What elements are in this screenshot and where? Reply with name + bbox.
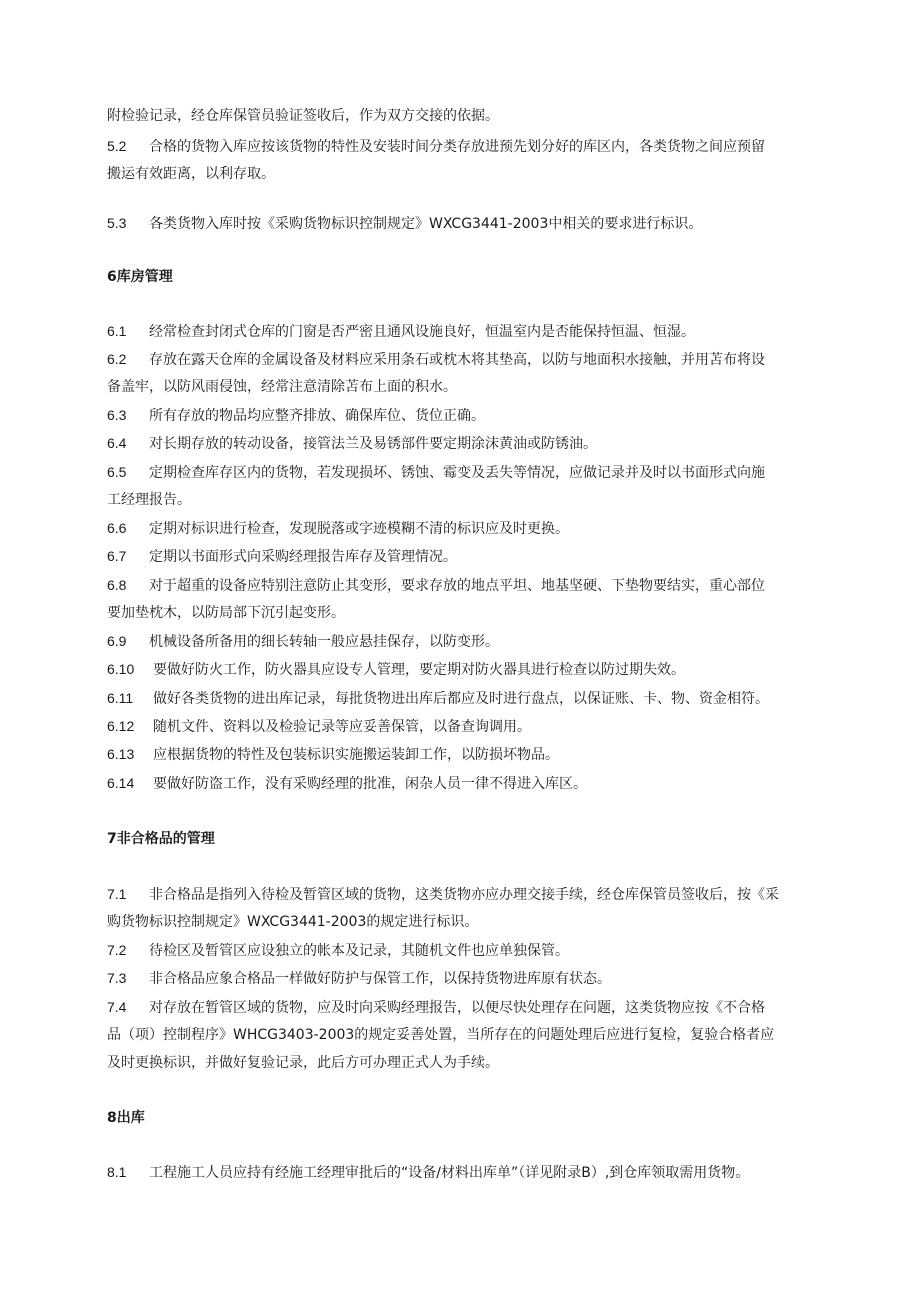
clause-number: 8.1	[107, 1164, 127, 1180]
clause-number: 6.12	[107, 718, 135, 734]
line-text: 待检区及暂管区应设独立的帐本及记录，其随机文件也应单独保管。	[149, 943, 569, 959]
clause-6-11	[107, 688, 847, 709]
clause-number: 7.2	[107, 942, 127, 958]
clause-number: 6.14	[107, 775, 135, 791]
paragraph-line	[107, 1025, 847, 1045]
clause-6-4	[107, 433, 847, 454]
line-text: 随机文件、资料以及检验记录等应妥善保管，以备查询调用。	[153, 719, 531, 735]
line-text: 各类货物入库时按《采购货物标识控制规定》WXCG3441-2003中相关的要求进行标识。	[149, 216, 703, 232]
clause-6-1	[107, 321, 847, 342]
clause-number: 7.1	[107, 886, 127, 902]
clause-6-13	[107, 744, 847, 765]
section-heading-6: 6库房管理	[107, 269, 173, 285]
clause-number: 6.13	[107, 746, 135, 762]
clause-6-14	[107, 773, 847, 794]
line-text: 购货物标识控制规定》WXCG3441-2003的规定进行标识。	[107, 914, 479, 930]
line-text: 工经理报告。	[107, 492, 191, 508]
line-text: 备盖牢，以防风雨侵蚀，经常注意清除苫布上面的积水。	[107, 379, 457, 395]
clause-6-5	[107, 462, 847, 483]
line-text: 搬运有效距离，以利存取。	[107, 166, 275, 182]
paragraph-line	[107, 603, 847, 623]
line-text: 经常检查封闭式仓库的门窗是否严密且通风设施良好，恒温室内是否能保持恒温、恒湿。	[149, 324, 695, 340]
line-text: 要做好防盗工作，没有采购经理的批准，闲杂人员一律不得进入库区。	[153, 776, 587, 792]
line-text: 所有存放的物品均应整齐排放、确保库位、货位正确。	[149, 408, 485, 424]
paragraph-line	[107, 164, 847, 184]
clause-number: 6.6	[107, 520, 127, 536]
paragraph-line	[107, 490, 847, 510]
clause-number: 6.2	[107, 351, 127, 367]
clause-6-10	[107, 659, 847, 680]
clause-number: 7.4	[107, 999, 127, 1015]
clause-number: 7.3	[107, 970, 127, 986]
clause-8-1	[107, 1162, 847, 1183]
clause-7-1	[107, 884, 847, 905]
line-text: 对于超重的设备应特别注意防止其变形，要求存放的地点平坦、地基坚硬、下垫物要结实，重心部位	[149, 578, 765, 594]
line-text: 非合格品应象合格品一样做好防护与保管工作，以保持货物进库原有状态。	[149, 971, 611, 987]
line-text: 工程施工人员应持有经施工经理审批后的“设备/材料出库单”（详见附录B）,到仓库领取需用货物。	[149, 1165, 750, 1181]
clause-number: 6.8	[107, 577, 127, 593]
paragraph-line	[107, 912, 847, 932]
line-text: 及时更换标识，并做好复验记录，此后方可办理正式人为手续。	[107, 1055, 499, 1071]
line-text: 定期以书面形式向采购经理报告库存及管理情况。	[149, 549, 457, 565]
line-text: 非合格品是指列入待检及暂管区域的货物，这类货物亦应办理交接手续，经仓库保管员签收后，按《采	[149, 887, 779, 903]
clause-number: 5.3	[107, 215, 127, 231]
line-text: 定期对标识进行检查，发现脱落或字迹模糊不清的标识应及时更换。	[149, 521, 569, 537]
clause-7-2	[107, 940, 847, 961]
clause-7-3	[107, 968, 847, 989]
line-text: 品（项）控制程序》WHCG3403-2003的规定妥善处置，当所存在的问题处理后应进行复检，复验合格者应	[107, 1027, 775, 1043]
clause-6-8	[107, 575, 847, 596]
clause-number: 5.2	[107, 138, 127, 154]
clause-number: 6.10	[107, 661, 135, 677]
clause-number: 6.1	[107, 323, 127, 339]
clause-number: 6.3	[107, 407, 127, 423]
clause-6-2	[107, 349, 847, 370]
paragraph-line	[107, 1053, 847, 1073]
clause-number: 6.5	[107, 464, 127, 480]
clause-number: 6.7	[107, 548, 127, 564]
line-text: 对长期存放的转动设备，接管法兰及易锈部件要定期涂沫黄油或防锈油。	[149, 436, 597, 452]
line-text: 要加垫枕木，以防局部下沉引起变形。	[107, 605, 345, 621]
clause-number: 6.11	[107, 690, 134, 706]
line-text: 合格的货物入库应按该货物的特性及安装时间分类存放进预先划分好的库区内，各类货物之间应预留	[149, 139, 765, 155]
clause-number: 6.4	[107, 435, 127, 451]
clause-6-7	[107, 546, 847, 567]
clause-number: 6.9	[107, 633, 127, 649]
line-text: 附检验记录，经仓库保管员验证签收后，作为双方交接的依据。	[107, 108, 499, 124]
clause-6-3	[107, 405, 847, 426]
line-text: 做好各类货物的进出库记录，每批货物进出库后都应及时进行盘点，以保证账、卡、物、资金相符。	[153, 691, 769, 707]
line-text: 要做好防火工作，防火器具应设专人管理，要定期对防火器具进行检查以防过期失效。	[153, 662, 685, 678]
clause-7-4	[107, 997, 847, 1018]
clause-5-3	[107, 213, 847, 234]
paragraph-line	[107, 106, 847, 126]
line-text: 机械设备所备用的细长转轴一般应悬挂保存，以防变形。	[149, 634, 499, 650]
line-text: 定期检查库存区内的货物，若发现损坏、锈蚀、霉变及丢失等情况，应做记录并及时以书面形式向施	[149, 465, 765, 481]
clause-6-6	[107, 518, 847, 539]
section-heading-7: 7非合格品的管理	[107, 831, 215, 847]
clause-5-2	[107, 136, 847, 157]
clause-6-9	[107, 631, 847, 652]
section-heading-8: 8出库	[107, 1110, 145, 1126]
clause-6-12	[107, 716, 847, 737]
line-text: 应根据货物的特性及包装标识实施搬运装卸工作，以防损坏物品。	[153, 747, 559, 763]
paragraph-line	[107, 377, 847, 397]
line-text: 存放在露天仓库的金属设备及材料应采用条石或枕木将其垫高，以防与地面积水接触，并用苫布将设	[149, 352, 765, 368]
line-text: 对存放在暂管区域的货物，应及时向采购经理报告，以便尽快处理存在问题，这类货物应按《不合格	[149, 1000, 765, 1016]
